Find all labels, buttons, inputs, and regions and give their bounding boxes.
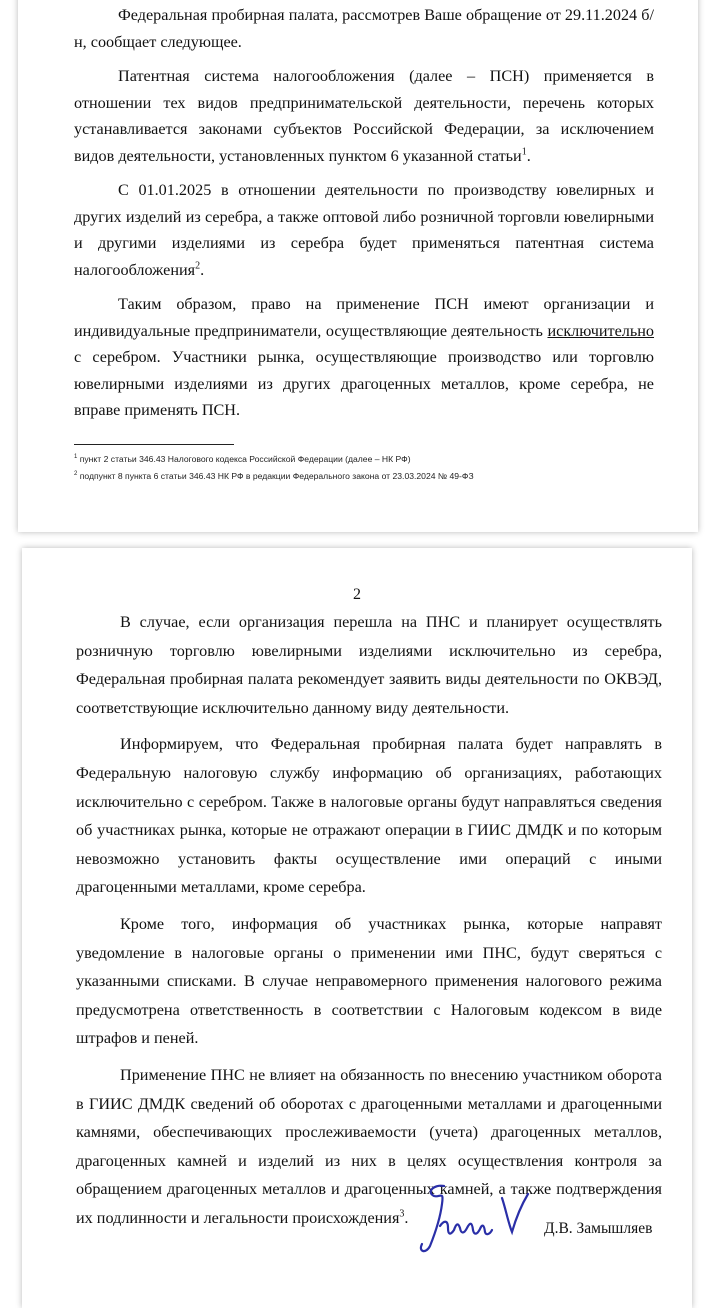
footnote-mark: 3 <box>399 1208 405 1220</box>
footnote-text: пункт 2 статьи 346.43 Налогового кодекса Российской Федерации (далее – НК РФ) <box>79 453 411 464</box>
document-page-1 <box>18 0 698 532</box>
footnote-mark: 2 <box>195 260 201 272</box>
paragraph: С 01.01.2025 в отношении деятельности по производству ювелирных и других изделий из серебра, а также оптовой либо розничной торговли ювелирными и другими изделиями из серебра будет применяться патентная система налогообложения$^2$. <box>74 181 654 279</box>
footnote-separator <box>74 444 234 445</box>
paragraph <box>76 608 662 722</box>
footnote-mark: 1 <box>74 454 78 460</box>
paragraph-text: С 01.01.2025 в отношении деятельности по производству ювелирных и других изделий из серебра, а также оптовой либо розничной торговли ювелирными и другими изделиями из серебра будет применяться патентная система налогообложения <box>74 181 654 279</box>
paragraph: Патентная система налогообложения (далее – ПСН) применяется в отношении тех видов предпринимательской деятельности, перечень которых устанавливается законами субъектов Российской Федерации, за исключением видов деятельности, установленных пунктом 6 указанной статьи$^1$. <box>74 67 654 165</box>
paragraph-text: Кроме того, информация об участниках рынка, которые направят уведомление в налоговые органы о применении ими ПНС, будут сверяться с указанными списками. В случае неправомерного применения налогового режима предусмотрена ответственность в соответствии с Налоговым кодексом в виде штрафов и пеней. <box>76 914 662 1048</box>
paragraph-text: Федеральная пробирная палата, рассмотрев Ваше обращение от 29.11.2024 б/н, сообщает следующее. <box>74 6 654 51</box>
signer-name: Д.В. Замышляев <box>544 1220 653 1237</box>
document-page-2 <box>22 548 692 1308</box>
footnote-mark: 1 <box>521 146 527 158</box>
paragraph <box>74 2 654 55</box>
paragraph-text: В случае, если организация перешла на ПНС и планирует осуществлять розничную торговлю ювелирными изделиями исключительно из серебра, Федеральная пробирная палата рекомендует заявить виды деятельности по ОКВЭД, соответствующие исключительно данному виду деятельности. <box>76 613 662 717</box>
paragraph-text: Информируем, что Федеральная пробирная палата будет направлять в Федеральную налоговую службу информацию об организациях, работающих исключительно с серебром. Также в налоговые органы будут направляться сведения об участниках рынка, которые не отражают операции в ГИИС ДМДК и по которым невозможно установить факты осуществление ими операций с иными драгоценными металлами, кроме серебра. <box>76 735 662 897</box>
paragraph-text: Применение ПНС не влияет на обязанность по внесению участником оборота в ГИИС ДМДК сведений об оборотах с драгоценными металлами и драгоценными камнями, обеспечивающих прослеживаемости (учета) драгоценных металлов, драгоценных камней и изделий из них в целях осуществления контроля за обращением драгоценных металлов и драгоценных камней, а также подтверждения их подлинности и легальности происхождения <box>76 1065 662 1227</box>
page-2-body <box>76 608 662 1240</box>
footnotes <box>74 450 674 484</box>
paragraph: Применение ПНС не влияет на обязанность по внесению участником оборота в ГИИС ДМДК сведений об оборотах с драгоценными металлами и драгоценными камнями, обеспечивающих прослеживаемости (учета) драгоценных металлов, драгоценных камней и изделий из них в целях осуществления контроля за обращением драгоценных металлов и драгоценных камней, а также подтверждения их подлинности и легальности происхождения$^3$. <box>76 1065 662 1227</box>
paragraph <box>76 730 662 902</box>
footnote-text: подпункт 8 пункта 6 статьи 346.43 НК РФ в редакции Федерального закона от 23.03.2024 № 49-ФЗ <box>79 470 474 481</box>
handwritten-signature <box>404 1180 536 1260</box>
page-1-body <box>74 2 654 432</box>
footnote <box>74 450 674 467</box>
paragraph-text: Таким образом, право на применение ПСН имеют организации и индивидуальные предприниматели, осуществляющие деятельность <box>74 295 654 340</box>
paragraph-text: с серебром. Участники рынка, осуществляющие производство или торговлю ювелирными изделиями из других драгоценных металлов, кроме серебра, не вправе применять ПСН. <box>74 348 654 419</box>
footnote <box>74 467 674 484</box>
paragraph <box>76 910 662 1053</box>
page-number: 2 <box>353 586 361 603</box>
footnote-mark: 2 <box>74 470 78 477</box>
paragraph <box>74 291 654 424</box>
underlined-word: исключительно <box>547 321 655 340</box>
paragraph-text: Патентная система налогообложения (далее – ПСН) применяется в отношении тех видов предпринимательской деятельности, перечень которых устанавливается законами субъектов Российской Федерации, за исключением видов деятельности, установленных пунктом 6 указанной статьи <box>74 67 654 165</box>
